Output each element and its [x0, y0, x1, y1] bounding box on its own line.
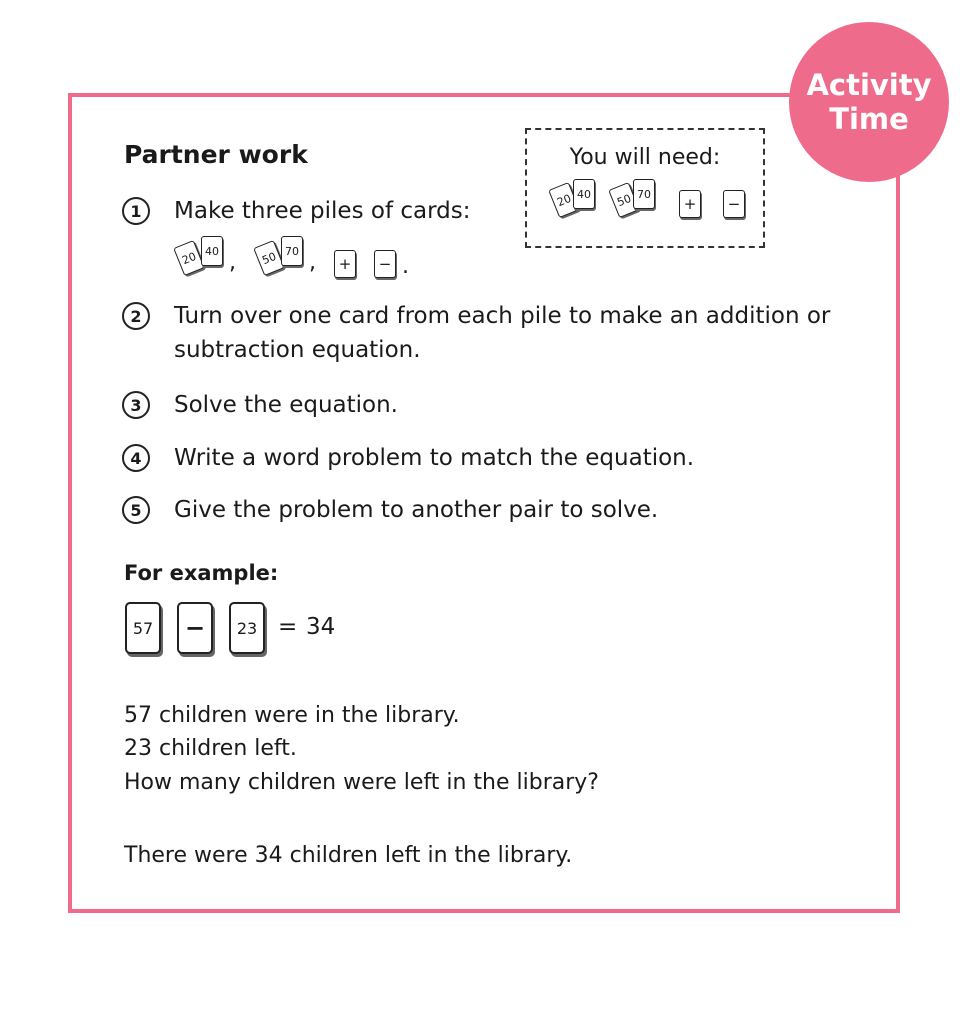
page-title: Partner work — [124, 140, 308, 169]
card-icon: 70 — [281, 236, 303, 266]
step-number: 1 — [122, 197, 150, 225]
story-line-3: How many children were left in the library? — [124, 770, 599, 795]
card-icon: 50 — [253, 240, 285, 276]
step-text: Make three piles of cards: — [174, 198, 471, 224]
step-3 — [122, 392, 398, 422]
story-line-2: 23 children left. — [124, 736, 297, 761]
materials-label: You will need: — [569, 145, 721, 170]
example-card-second: 23 — [229, 602, 265, 654]
card-icon: 50 — [608, 182, 640, 218]
minus-card-icon: − — [374, 250, 396, 278]
badge-line-1: Activity — [806, 68, 932, 102]
step-1 — [122, 198, 470, 228]
step-number: 4 — [122, 444, 150, 472]
story-answer: There were 34 children left in the library. — [124, 843, 573, 868]
step-text: Write a word problem to match the equation. — [174, 445, 695, 471]
step-4 — [122, 445, 694, 475]
step-number: 5 — [122, 496, 150, 524]
card-icon: 40 — [201, 236, 223, 266]
equals-sign: = — [278, 614, 298, 640]
step-text: Solve the equation. — [174, 392, 398, 418]
plus-card-icon: + — [679, 190, 701, 218]
card-icon: 70 — [633, 179, 655, 209]
card-icon: 20 — [548, 182, 580, 218]
step-text: Turn over one card from each pile to make an addition or subtraction equation. — [174, 303, 831, 363]
card-icon: 40 — [573, 179, 595, 209]
step-text: Give the problem to another pair to solve. — [174, 497, 659, 523]
example-card-operator: − — [177, 602, 213, 654]
plus-card-icon: + — [334, 250, 356, 278]
minus-card-icon: − — [723, 190, 745, 218]
badge-line-2: Time — [829, 102, 909, 136]
example-card-first: 57 — [125, 602, 161, 654]
materials-box — [525, 128, 765, 248]
step-5 — [122, 497, 658, 527]
card-icon: 20 — [173, 240, 205, 276]
example-label: For example: — [124, 561, 279, 585]
step-2 — [122, 303, 862, 367]
step-number: 2 — [122, 302, 150, 330]
example-result: 34 — [306, 614, 336, 640]
comma: , — [229, 250, 236, 275]
story-line-1: 57 children were in the library. — [124, 703, 460, 728]
comma: , — [309, 250, 316, 275]
activity-time-badge — [789, 22, 949, 182]
period: . — [402, 254, 409, 279]
step-number: 3 — [122, 391, 150, 419]
